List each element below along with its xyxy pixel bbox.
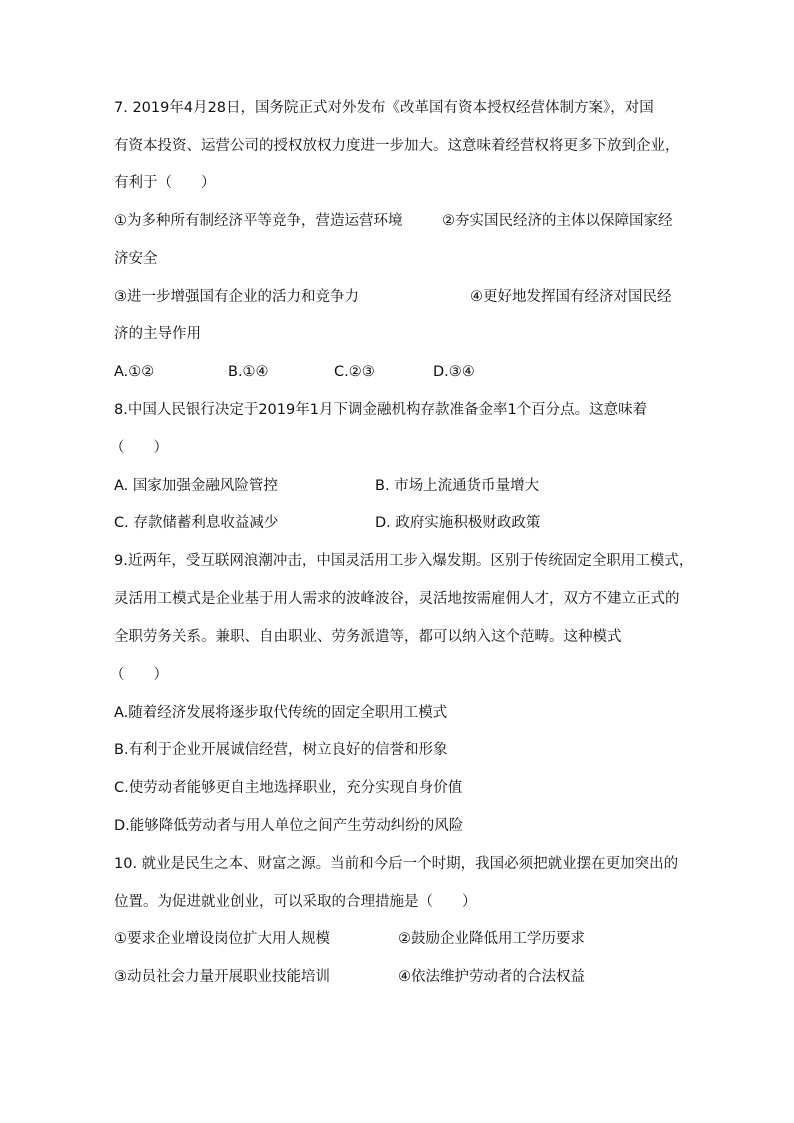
- q7-choice-d: D.③④: [433, 364, 475, 380]
- q8-answer-blank: （ ）: [110, 440, 168, 456]
- q9-option-a: A.随着经济发展将逐步取代传统的固定全职用工模式: [114, 705, 448, 721]
- q9-stem-line-3: 全职劳务关系。兼职、自由职业、劳务派遣等，都可以纳入这个范畴。这种模式: [114, 629, 622, 645]
- q10-option-3: ③动员社会力量开展职业技能培训: [114, 969, 330, 985]
- q7-option-2-continued: 济安全: [114, 251, 158, 267]
- q7-option-4-continued: 济的主导作用: [114, 326, 201, 342]
- q7-option-3: ③进一步增强国有企业的活力和竞争力: [114, 289, 359, 305]
- q9-answer-blank: （ ）: [110, 667, 168, 683]
- q8-option-c: C. 存款储蓄利息收益减少: [114, 515, 279, 531]
- q10-option-2: ②鼓励企业降低用工学历要求: [398, 931, 585, 947]
- q7-stem-line-3: 有利于（ ）: [114, 175, 216, 191]
- q8-stem: 8.中国人民银行决定于2019年1月下调金融机构存款准备金率1个百分点。这意味着: [114, 402, 648, 418]
- q7-option-4: ④更好地发挥国有经济对国民经: [470, 289, 672, 305]
- q8-option-a: A. 国家加强金融风险管控: [114, 478, 278, 494]
- q7-choice-b: B.①④: [228, 364, 269, 380]
- q7-choice-c: C.②③: [334, 364, 375, 380]
- q10-stem-line-2: 位置。为促进就业创业，可以采取的合理措施是（ ）: [114, 894, 477, 910]
- q10-stem-line-1: 10. 就业是民生之本、财富之源。当前和今后一个时期，我国必须把就业摆在更加突出的: [114, 856, 679, 872]
- q7-option-1: ①为多种所有制经济平等竞争，营造运营环境: [114, 213, 403, 229]
- q7-choice-a: A.①②: [114, 364, 155, 380]
- q8-option-b: B. 市场上流通货币量增大: [375, 478, 540, 494]
- q8-option-d: D. 政府实施积极财政政策: [375, 515, 541, 531]
- q10-option-4: ④依法维护劳动者的合法权益: [398, 969, 585, 985]
- q9-option-d: D.能够降低劳动者与用人单位之间产生劳动纠纷的风险: [114, 818, 464, 834]
- q9-option-b: B.有利于企业开展诚信经营，树立良好的信誉和形象: [114, 742, 448, 758]
- q7-stem-line-1: 7. 2019年4月28日，国务院正式对外发布《改革国有资本授权经营体制方案》，对国: [114, 100, 654, 116]
- q7-option-2: ②夯实国民经济的主体以保障国家经: [442, 213, 673, 229]
- q9-stem-line-1: 9.近两年，受互联网浪潮冲击，中国灵活用工步入爆发期。区别于传统固定全职用工模式，: [114, 553, 694, 569]
- q9-option-c: C.使劳动者能够更自主地选择职业，充分实现自身价值: [114, 780, 463, 796]
- q10-option-1: ①要求企业增设岗位扩大用人规模: [114, 931, 330, 947]
- q9-stem-line-2: 灵活用工模式是企业基于用人需求的波峰波谷，灵活地按需雇佣人才，双方不建立正式的: [114, 591, 680, 607]
- q7-stem-line-2: 有资本投资、运营公司的授权放权力度进一步加大。这意味着经营权将更多下放到企业，: [114, 138, 680, 154]
